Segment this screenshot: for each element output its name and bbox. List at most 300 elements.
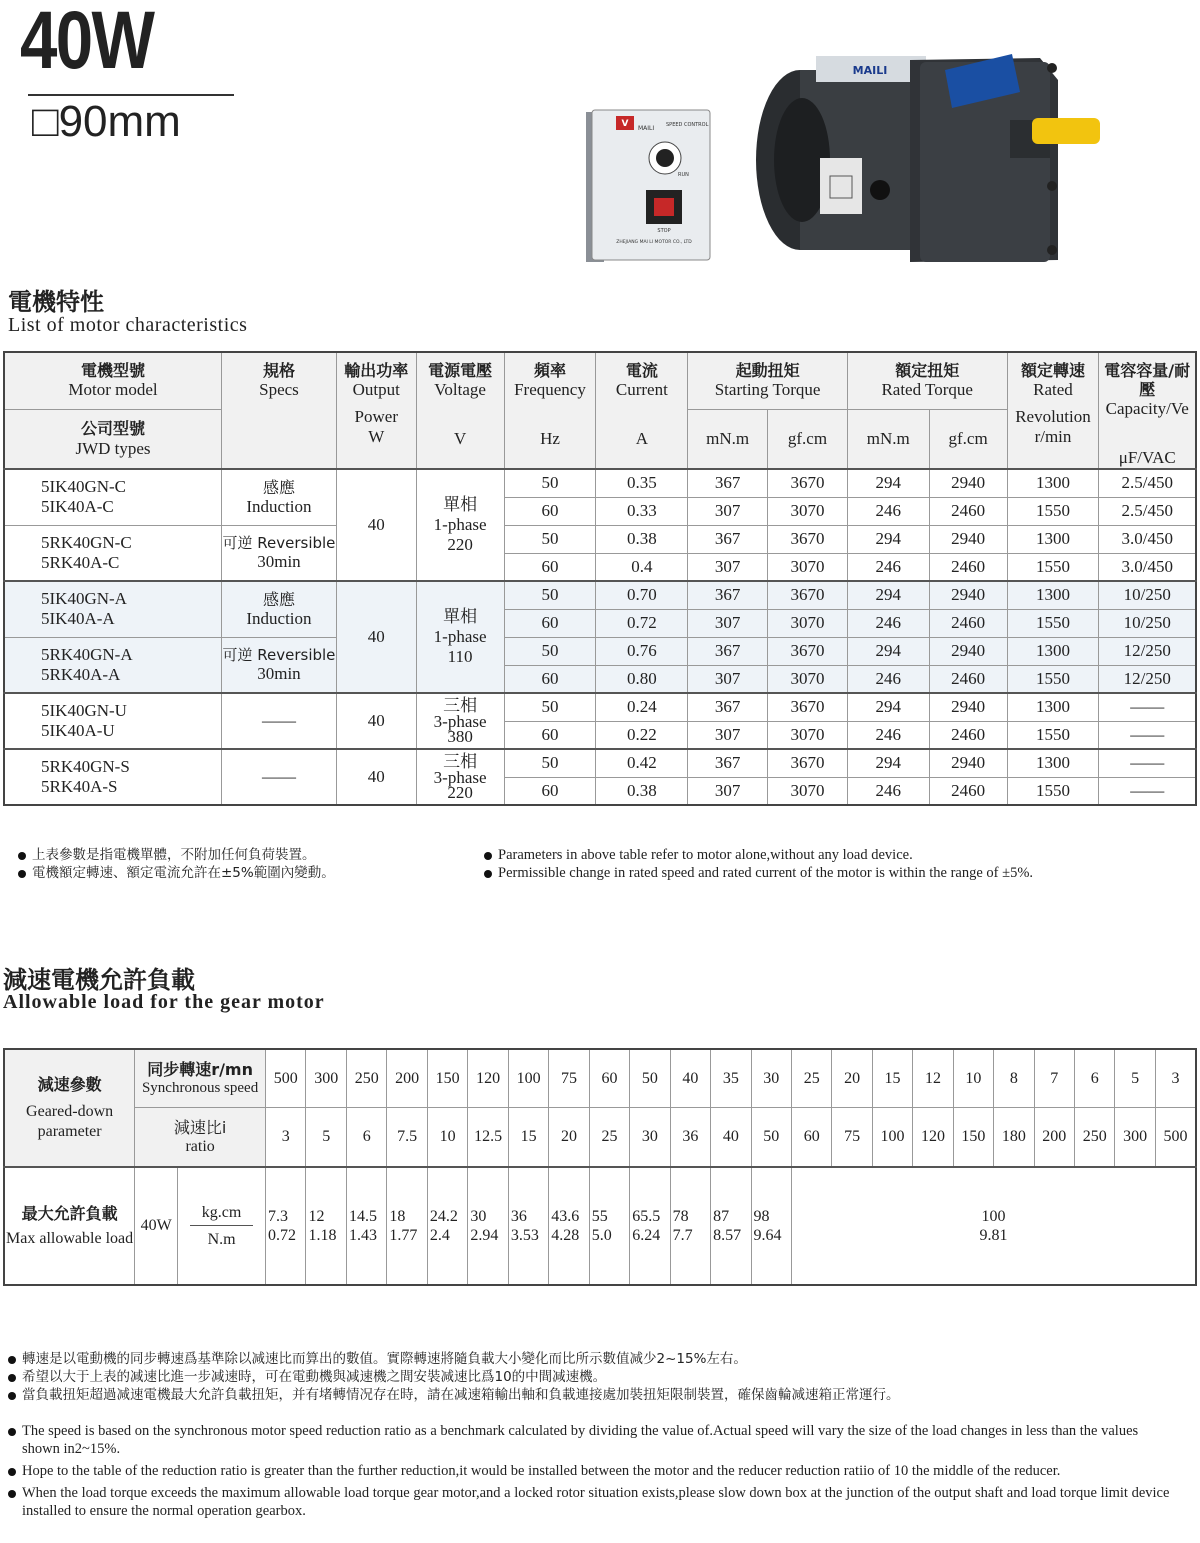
- geared-down-param-cell: [4, 1049, 135, 1167]
- voltage-value: 380: [447, 726, 473, 746]
- sync-speed-cell: 5: [1115, 1049, 1155, 1107]
- load-kgcm: 14.5: [348, 1207, 377, 1225]
- rated-gfcm-cell: 2940: [929, 469, 1007, 497]
- rated-mnm-cell: 294: [847, 469, 929, 497]
- rated-speed-cell: 1550: [1007, 721, 1099, 749]
- rated-mnm-cell: 246: [847, 665, 929, 693]
- voltage-en: 1-phase: [433, 626, 487, 646]
- load-kgcm: 43.6: [551, 1207, 580, 1225]
- sync-speed-cell: 250: [346, 1049, 386, 1107]
- load-nm: 0.72: [268, 1227, 297, 1244]
- model-cell: [4, 693, 222, 749]
- load-cell: [427, 1167, 467, 1285]
- output-cell: 40: [336, 581, 416, 693]
- frequency-cell: 60: [504, 721, 596, 749]
- header-motor-model: 電機型號 Motor model: [4, 352, 222, 410]
- load-nm: 1.43: [348, 1227, 377, 1244]
- load-nm: 6.24: [632, 1227, 661, 1244]
- controller-company: ZHEJIANG MAI LI MOTOR CO., LTD: [616, 240, 692, 245]
- model-name: 5IK40A-C: [41, 497, 114, 517]
- load-nm: 5.0: [591, 1227, 612, 1244]
- header-capacitor: 電容容量/耐壓 Capacity/Ve μF/VAC: [1099, 352, 1196, 469]
- capacitor-cell: 2.5/450: [1099, 469, 1196, 497]
- header-jwd-types: 公司型號 JWD types: [4, 410, 222, 470]
- max-load-row: [4, 1167, 1196, 1285]
- notes1-zh: 上表參數是指電機單體，不附加任何負荷裝置。 電機額定轉速、額定電流允許在±5%範圍內變動。: [18, 846, 335, 882]
- start-gfcm-cell: 3670: [768, 581, 848, 609]
- rated-gfcm-cell: 2940: [929, 525, 1007, 553]
- start-mnm-cell: 367: [688, 581, 768, 609]
- spec-cell: [222, 469, 337, 525]
- capacitor-cell: ——: [1099, 749, 1196, 777]
- power-cell: 40W: [135, 1167, 178, 1285]
- ratio-cell: 12.5: [468, 1107, 508, 1167]
- start-gfcm-cell: 3070: [768, 553, 848, 581]
- bullet-icon: [8, 1392, 16, 1400]
- notes2-zh: 轉速是以電動機的同步轉速爲基準除以减速比而算出的數值。實際轉速將隨負載大小變化而比所示數值减少2~15%左右。 希望以大于上表的减速比進一步减速時，可在電動機與减速機之間安裝减速比爲10的中間减速機。 當負載扭矩超過减速電機最大允許負載扭矩，并有堵轉情况存在時，請在减速箱輸出軸和負載連接處加裝扭矩限制裝置，確保齒輪减速箱正常運行。: [8, 1350, 900, 1404]
- output-cell: 40: [336, 693, 416, 749]
- header-rated-torque: 額定扭矩 Rated Torque: [847, 352, 1007, 410]
- rated-speed-cell: 1300: [1007, 749, 1099, 777]
- sync-speed-cell: 20: [832, 1049, 872, 1107]
- voltage-cell: [416, 749, 504, 805]
- sync-speed-cell: 120: [468, 1049, 508, 1107]
- spec-cell: ——: [222, 693, 337, 749]
- start-mnm-cell: 307: [688, 553, 768, 581]
- load-kgcm: 100: [981, 1207, 1006, 1225]
- sync-speed-cell: 12: [913, 1049, 953, 1107]
- header-current: 電流 Current A: [596, 352, 688, 469]
- capacitor-cell: 12/250: [1099, 665, 1196, 693]
- frequency-cell: 60: [504, 777, 596, 805]
- voltage-zh: 單相: [443, 606, 478, 627]
- start-gfcm-cell: 3070: [768, 721, 848, 749]
- spec-en: Induction: [246, 608, 312, 628]
- title-divider: [28, 94, 234, 96]
- frequency-cell: 60: [504, 497, 596, 525]
- voltage-en: 3-phase: [433, 711, 487, 731]
- voltage-value: 220: [447, 535, 473, 555]
- sync-speed-cell: 100: [508, 1049, 548, 1107]
- rated-gfcm-cell: 2940: [929, 637, 1007, 665]
- bullet-icon: [8, 1468, 16, 1476]
- model-cell: [4, 581, 222, 637]
- sync-speed-cell: 40: [670, 1049, 710, 1107]
- header-frequency: 頻率 Frequency Hz: [504, 352, 596, 469]
- header-start-mnm: mN.m: [688, 410, 768, 470]
- table-row: [4, 581, 1196, 609]
- sync-speed-row: [4, 1049, 1196, 1107]
- section1-title-en: List of motor characteristics: [8, 314, 248, 336]
- rated-speed-cell: 1300: [1007, 637, 1099, 665]
- rated-gfcm-cell: 2460: [929, 609, 1007, 637]
- start-gfcm-cell: 3670: [768, 749, 848, 777]
- load-cell: [468, 1167, 508, 1285]
- spec-zh: 感應: [262, 589, 295, 609]
- start-mnm-cell: 307: [688, 497, 768, 525]
- current-cell: 0.42: [596, 749, 688, 777]
- model-cell: [4, 749, 222, 805]
- unit-nm: N.m: [207, 1230, 236, 1248]
- model-name: 5IK40A-A: [41, 609, 115, 629]
- load-nm: 8.57: [713, 1227, 742, 1244]
- current-cell: 0.70: [596, 581, 688, 609]
- bullet-icon: [8, 1356, 16, 1364]
- ratio-cell: 3: [266, 1107, 306, 1167]
- bullet-icon: [18, 852, 26, 860]
- rated-gfcm-cell: 2940: [929, 581, 1007, 609]
- section2-title-zh: 減速電機允許負載: [3, 966, 195, 994]
- current-cell: 0.4: [596, 553, 688, 581]
- rated-gfcm-cell: 2940: [929, 749, 1007, 777]
- voltage-en: 3-phase: [433, 767, 487, 787]
- controller-run-label: RUN: [678, 172, 689, 178]
- load-nm: 2.94: [470, 1227, 499, 1244]
- spec-en: 30min: [257, 551, 301, 571]
- load-nm: 3.53: [510, 1227, 539, 1244]
- ratio-cell: 20: [549, 1107, 589, 1167]
- rated-speed-cell: 1550: [1007, 777, 1099, 805]
- frame-size: □90mm: [32, 97, 181, 146]
- capacitor-cell: 3.0/450: [1099, 525, 1196, 553]
- ratio-cell: 300: [1115, 1107, 1155, 1167]
- load-cell: [630, 1167, 670, 1285]
- rated-speed-cell: 1550: [1007, 553, 1099, 581]
- rated-speed-cell: 1550: [1007, 497, 1099, 525]
- model-name: 5IK40GN-C: [41, 477, 126, 497]
- unit-cell: [178, 1167, 266, 1285]
- section2-title-en: Allowable load for the gear motor: [3, 991, 325, 1013]
- header-start-gfcm: gf.cm: [768, 410, 848, 470]
- max-load-label: [4, 1167, 135, 1285]
- power-switch: [654, 198, 674, 216]
- load-cell: [670, 1167, 710, 1285]
- rated-speed-cell: 1300: [1007, 469, 1099, 497]
- load-cell: [751, 1167, 791, 1285]
- allowable-load-table: [3, 1048, 1197, 1286]
- header-rated-gfcm: gf.cm: [929, 410, 1007, 470]
- ratio-cell: 5: [306, 1107, 346, 1167]
- header-output: 輸出功率 Output Power W: [336, 352, 416, 469]
- voltage-zh: 三相: [443, 695, 478, 716]
- sync-speed-cell: 6: [1075, 1049, 1115, 1107]
- voltage-value: 110: [447, 647, 473, 667]
- capacitor-cell: 10/250: [1099, 609, 1196, 637]
- ratio-cell: 150: [953, 1107, 993, 1167]
- ratio-cell: 120: [913, 1107, 953, 1167]
- speed-controller: [586, 110, 710, 262]
- load-kgcm: 24.2: [429, 1207, 458, 1225]
- load-cell: [711, 1167, 751, 1285]
- current-cell: 0.38: [596, 777, 688, 805]
- sync-speed-cell: 300: [306, 1049, 346, 1107]
- load-cell: [266, 1167, 306, 1285]
- load-cell: [508, 1167, 548, 1285]
- current-cell: 0.35: [596, 469, 688, 497]
- rated-mnm-cell: 294: [847, 693, 929, 721]
- param-zh: 減速參數: [37, 1075, 102, 1095]
- spec-cell: [222, 525, 337, 581]
- start-gfcm-cell: 3070: [768, 609, 848, 637]
- model-cell: [4, 637, 222, 693]
- current-cell: 0.72: [596, 609, 688, 637]
- output-cell: 40: [336, 749, 416, 805]
- motor-brand: MAILI: [852, 64, 888, 77]
- product-photo: [580, 40, 1190, 280]
- ratio-cell: 6: [346, 1107, 386, 1167]
- rated-speed-cell: 1550: [1007, 665, 1099, 693]
- header-voltage: 電源電壓 Voltage V: [416, 352, 504, 469]
- rated-mnm-cell: 294: [847, 637, 929, 665]
- load-kgcm: 98: [753, 1207, 770, 1225]
- ratio-cell: 50: [751, 1107, 791, 1167]
- start-mnm-cell: 367: [688, 693, 768, 721]
- frequency-cell: 50: [504, 469, 596, 497]
- start-mnm-cell: 367: [688, 469, 768, 497]
- sync-speed-cell: 500: [266, 1049, 306, 1107]
- load-nm: 2.4: [429, 1227, 450, 1244]
- max-load-en: Max allowable load: [6, 1230, 134, 1247]
- start-gfcm-cell: 3070: [768, 665, 848, 693]
- ratio-cell: 60: [792, 1107, 832, 1167]
- voltage-cell: [416, 581, 504, 693]
- sync-speed-cell: 200: [387, 1049, 427, 1107]
- current-cell: 0.33: [596, 497, 688, 525]
- model-name: 5RK40A-A: [41, 664, 121, 684]
- spec-cell: [222, 637, 337, 693]
- model-name: 5RK40A-C: [41, 552, 120, 572]
- capacitor-cell: 2.5/450: [1099, 497, 1196, 525]
- sync-speed-cell: 30: [751, 1049, 791, 1107]
- spec-cell: [222, 581, 337, 637]
- start-mnm-cell: 307: [688, 609, 768, 637]
- header-starting-torque: 起動扭矩 Starting Torque: [688, 352, 848, 410]
- ratio-cell: 10: [427, 1107, 467, 1167]
- start-mnm-cell: 367: [688, 749, 768, 777]
- ratio-cell: 100: [872, 1107, 912, 1167]
- ratio-cell: 180: [994, 1107, 1034, 1167]
- gear-motor: [756, 54, 1100, 262]
- unit-kgcm: kg.cm: [190, 1203, 253, 1225]
- controller-brand: MAILI: [638, 125, 655, 132]
- param-en: Geared-down parameter: [26, 1103, 114, 1140]
- bullet-icon: [8, 1428, 16, 1436]
- model-name: 5IK40GN-A: [41, 589, 127, 609]
- ratio-cell: 500: [1155, 1107, 1196, 1167]
- bullet-icon: [18, 870, 26, 878]
- capacitor-cell: ——: [1099, 693, 1196, 721]
- ratio-cell: 250: [1075, 1107, 1115, 1167]
- rated-speed-cell: 1300: [1007, 693, 1099, 721]
- load-nm: 7.7: [672, 1227, 693, 1244]
- table-row: [4, 525, 1196, 553]
- frequency-cell: 50: [504, 525, 596, 553]
- frequency-cell: 50: [504, 693, 596, 721]
- sync-speed-header: [135, 1049, 266, 1107]
- rated-mnm-cell: 246: [847, 553, 929, 581]
- header-specs: 規格 Specs: [222, 352, 337, 469]
- frequency-cell: 60: [504, 553, 596, 581]
- current-cell: 0.24: [596, 693, 688, 721]
- load-kgcm: 65.5: [632, 1207, 661, 1225]
- header-rated-mnm: mN.m: [847, 410, 929, 470]
- controller-stop-label: STOP: [657, 228, 671, 234]
- load-nm: 9.81: [979, 1227, 1008, 1244]
- sync-en: Synchronous speed: [141, 1079, 259, 1096]
- table-row: [4, 469, 1196, 497]
- rated-gfcm-cell: 2460: [929, 497, 1007, 525]
- ratio-cell: 7.5: [387, 1107, 427, 1167]
- rated-speed-cell: 1550: [1007, 609, 1099, 637]
- power-title: 40W: [20, 0, 154, 86]
- load-nm: 9.64: [753, 1227, 782, 1244]
- ratio-cell: 200: [1034, 1107, 1074, 1167]
- notes2-en: The speed is based on the synchronous motor speed reduction ratio as a benchmark calculated by dividing the value of.Actual speed will vary the size of the load changes in less than the values shown in2~15%. Hope to the table of the reduction ratio is greater than the further reduction,it would be installed between the motor and the reducer reduction ratiio of 10 the middle of the reducer. When the load torque exceeds the maximum allowable load torque gear motor,and a locked rotor situation exists,please slow down box at the junction of the output shaft and load torque limit device installed to ensure the normal operation gearbox.: [8, 1422, 1178, 1520]
- sync-zh: 同步轉速r/mn: [147, 1059, 253, 1079]
- spec-zh: 可逆 Reversible: [222, 645, 336, 664]
- rated-speed-cell: 1300: [1007, 525, 1099, 553]
- current-cell: 0.80: [596, 665, 688, 693]
- ratio-en: ratio: [185, 1137, 215, 1155]
- load-kgcm: 78: [672, 1207, 689, 1225]
- rated-mnm-cell: 246: [847, 497, 929, 525]
- model-name: 5RK40A-S: [41, 777, 118, 797]
- load-cell: [346, 1167, 386, 1285]
- voltage-cell: [416, 693, 504, 749]
- rated-speed-cell: 1300: [1007, 581, 1099, 609]
- output-shaft: [1032, 118, 1100, 144]
- ratio-cell: 75: [832, 1107, 872, 1167]
- table-row: [4, 637, 1196, 665]
- model-cell: [4, 469, 222, 525]
- capacitor-cell: ——: [1099, 721, 1196, 749]
- spec-cell: ——: [222, 749, 337, 805]
- load-kgcm: 36: [510, 1207, 527, 1225]
- ratio-cell: 25: [589, 1107, 629, 1167]
- load-kgcm: 7.3: [268, 1207, 289, 1225]
- frequency-cell: 50: [504, 581, 596, 609]
- rated-mnm-cell: 246: [847, 777, 929, 805]
- load-nm: 1.18: [308, 1227, 337, 1244]
- spec-zh: 感應: [262, 477, 295, 497]
- header-rated-speed: 額定轉速 Rated Revolution r/min: [1007, 352, 1099, 469]
- sync-speed-cell: 150: [427, 1049, 467, 1107]
- section1-title-zh: 電機特性: [8, 288, 104, 316]
- svg-text:V: V: [621, 119, 629, 129]
- model-name: 5RK40GN-C: [41, 532, 132, 552]
- voltage-cell: [416, 469, 504, 581]
- bullet-icon: [484, 870, 492, 878]
- rated-gfcm-cell: 2460: [929, 553, 1007, 581]
- ratio-cell: 30: [630, 1107, 670, 1167]
- load-cell: [306, 1167, 346, 1285]
- table-row: [4, 693, 1196, 721]
- rated-gfcm-cell: 2460: [929, 721, 1007, 749]
- ratio-zh: 減速比i: [173, 1117, 227, 1137]
- load-kgcm: 55: [591, 1207, 608, 1225]
- ratio-cell: 15: [508, 1107, 548, 1167]
- start-mnm-cell: 367: [688, 637, 768, 665]
- spec-en: Induction: [246, 496, 312, 516]
- capacitor-cell: ——: [1099, 777, 1196, 805]
- frequency-cell: 50: [504, 749, 596, 777]
- motor-characteristics-table: [3, 351, 1197, 806]
- sync-speed-cell: 15: [872, 1049, 912, 1107]
- capacitor-cell: 3.0/450: [1099, 553, 1196, 581]
- sync-speed-cell: 7: [1034, 1049, 1074, 1107]
- current-cell: 0.76: [596, 637, 688, 665]
- current-cell: 0.38: [596, 525, 688, 553]
- ratio-header: [135, 1107, 266, 1167]
- rated-mnm-cell: 294: [847, 749, 929, 777]
- bullet-icon: [484, 852, 492, 860]
- start-gfcm-cell: 3070: [768, 497, 848, 525]
- sync-speed-cell: 60: [589, 1049, 629, 1107]
- model-name: 5RK40GN-S: [41, 756, 130, 776]
- sync-speed-cell: 3: [1155, 1049, 1196, 1107]
- model-name: 5RK40GN-A: [41, 644, 133, 664]
- sync-speed-cell: 10: [953, 1049, 993, 1107]
- start-gfcm-cell: 3670: [768, 637, 848, 665]
- current-cell: 0.22: [596, 721, 688, 749]
- voltage-value: 220: [447, 782, 473, 802]
- load-nm: 4.28: [551, 1227, 580, 1244]
- controller-label: SPEED CONTROL: [666, 122, 709, 128]
- start-mnm-cell: 307: [688, 777, 768, 805]
- frequency-cell: 50: [504, 637, 596, 665]
- sync-speed-cell: 75: [549, 1049, 589, 1107]
- ratio-row: [4, 1107, 1196, 1167]
- start-mnm-cell: 367: [688, 525, 768, 553]
- start-gfcm-cell: 3670: [768, 693, 848, 721]
- start-gfcm-cell: 3670: [768, 525, 848, 553]
- frequency-cell: 60: [504, 665, 596, 693]
- capacitor-cell: 10/250: [1099, 581, 1196, 609]
- ratio-cell: 40: [711, 1107, 751, 1167]
- load-cell: [387, 1167, 427, 1285]
- max-load-zh: 最大允許負載: [21, 1203, 118, 1223]
- rated-gfcm-cell: 2460: [929, 777, 1007, 805]
- voltage-en: 1-phase: [433, 514, 487, 534]
- model-cell: [4, 525, 222, 581]
- notes1-en: Parameters in above table refer to motor alone,without any load device. Permissible change in rated speed and rated current of the motor is within the range of ±5%.: [484, 846, 1033, 882]
- rated-mnm-cell: 294: [847, 581, 929, 609]
- sync-speed-cell: 50: [630, 1049, 670, 1107]
- load-kgcm: 30: [470, 1207, 487, 1225]
- voltage-zh: 三相: [443, 751, 478, 772]
- capacitor-cell: 12/250: [1099, 637, 1196, 665]
- load-cell-rest: [792, 1167, 1196, 1285]
- load-cell: [589, 1167, 629, 1285]
- start-gfcm-cell: 3670: [768, 469, 848, 497]
- rated-mnm-cell: 246: [847, 721, 929, 749]
- bullet-icon: [8, 1374, 16, 1382]
- speed-knob: [656, 149, 674, 167]
- rated-mnm-cell: 246: [847, 609, 929, 637]
- model-name: 5IK40A-U: [41, 721, 115, 741]
- rated-gfcm-cell: 2940: [929, 693, 1007, 721]
- start-mnm-cell: 307: [688, 721, 768, 749]
- table-row: [4, 749, 1196, 777]
- load-kgcm: 18: [389, 1207, 406, 1225]
- frequency-cell: 60: [504, 609, 596, 637]
- rated-mnm-cell: 294: [847, 525, 929, 553]
- output-cell: 40: [336, 469, 416, 581]
- load-kgcm: 87: [713, 1207, 730, 1225]
- load-cell: [549, 1167, 589, 1285]
- spec-zh: 可逆 Reversible: [222, 533, 336, 552]
- sync-speed-cell: 25: [792, 1049, 832, 1107]
